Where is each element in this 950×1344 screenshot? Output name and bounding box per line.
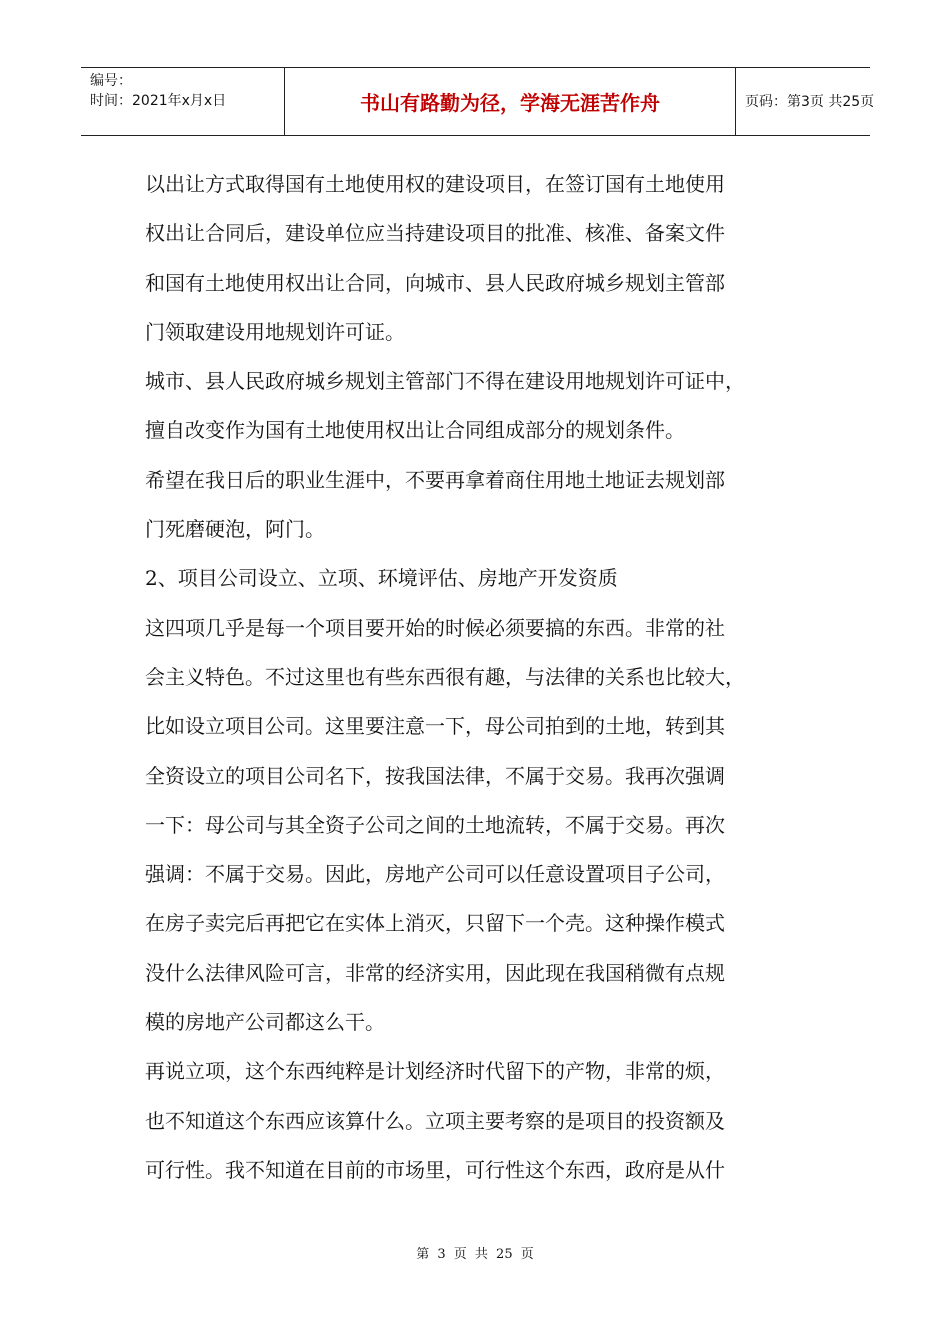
body-line: 希望在我日后的职业生涯中，不要再拿着商住用地土地证去规划部 (145, 467, 725, 492)
body-line: 以出让方式取得国有土地使用权的建设项目，在签订国有土地使用 (145, 172, 725, 196)
header-middle-cell (284, 68, 736, 135)
body-line: 城市、县人民政府城乡规划主管部门不得在建设用地规划许可证中， (145, 369, 745, 394)
body-line: 再说立项，这个东西纯粹是计划经济时代留下的产物，非常的烦， (145, 1059, 725, 1084)
body-line: 也不知道这个东西应该算什么。立项主要考察的是项目的投资额及 (145, 1108, 725, 1133)
body-line: 模的房地产公司都这么干。 (145, 1010, 385, 1035)
document-body (145, 160, 825, 1195)
body-line: 全资设立的项目公司名下，按我国法律，不属于交易。我再次强调 (145, 763, 725, 788)
body-line: 门领取建设用地规划许可证。 (145, 319, 405, 344)
header-motto: 书山有路勤为径，学海无涯苦作舟 (360, 91, 660, 115)
body-line: 强调：不属于交易。因此，房地产公司可以任意设置项目子公司， (145, 862, 725, 887)
header-right-cell (736, 68, 875, 135)
body-line: 一下：母公司与其全资子公司之间的土地流转，不属于交易。再次 (145, 812, 725, 837)
body-line: 擅自改变作为国有土地使用权出让合同组成部分的规划条件。 (145, 418, 685, 443)
body-line: 会主义特色。不过这里也有些东西很有趣，与法律的关系也比较大， (145, 664, 745, 689)
body-line: 没什么法律风险可言，非常的经济实用，因此现在我国稍微有点规 (145, 960, 725, 985)
body-line: 权出让合同后，建设单位应当持建设项目的批准、核准、备案文件 (145, 221, 725, 246)
body-line: 可行性。我不知道在目前的市场里，可行性这个东西，政府是从什 (145, 1157, 725, 1182)
section-heading: 2、项目公司设立、立项、环境评估、房地产开发资质 (145, 566, 618, 591)
body-line: 门死磨硬泡，阿门。 (145, 517, 325, 542)
page-footer: 第 3 页 共 25 页 (416, 1247, 534, 1262)
document-number-label: 编号： (90, 73, 132, 89)
document-date-label: 时间：2021年x月x日 (90, 93, 227, 109)
body-line: 和国有土地使用权出让合同，向城市、县人民政府城乡规划主管部 (145, 270, 725, 295)
body-line: 在房子卖完后再把它在实体上消灭，只留下一个壳。这种操作模式 (145, 911, 725, 936)
document-header (81, 67, 875, 136)
body-line: 这四项几乎是每一个项目要开始的时候必须要搞的东西。非常的社 (145, 615, 725, 640)
header-page-info: 页码：第3页 共25页 (745, 94, 875, 110)
body-line: 比如设立项目公司。这里要注意一下，母公司拍到的土地，转到其 (145, 714, 725, 739)
header-left-cell (81, 68, 284, 135)
